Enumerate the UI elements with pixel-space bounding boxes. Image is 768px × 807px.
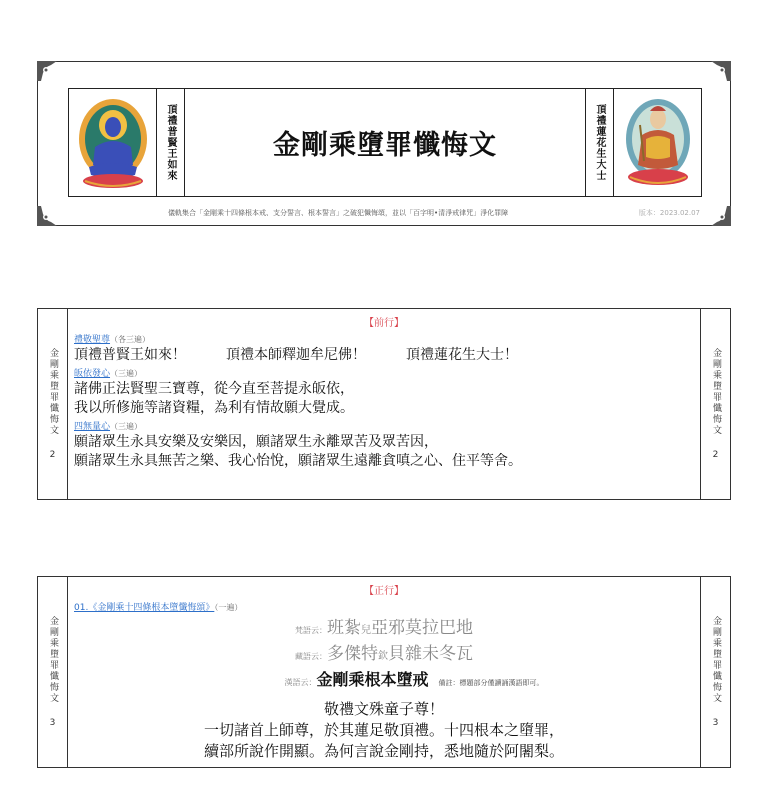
right-side-column <box>700 577 730 767</box>
verse-line <box>74 346 694 365</box>
section-link-homage[interactable]: 禮敬聖尊 <box>74 335 111 345</box>
side-title: 金剛乘墮罪懺悔文 <box>711 616 721 704</box>
page-number: 2 <box>712 450 719 460</box>
item-link-fourteen-root-downfalls[interactable]: 01.《金剛乘十四條根本墮懺悔頌》 <box>74 603 215 613</box>
padmasambhava-image <box>613 89 701 196</box>
padmasambhava-icon <box>620 95 696 191</box>
left-side-column <box>38 309 68 499</box>
preliminary-panel <box>37 308 731 500</box>
main-practice-panel <box>37 576 731 768</box>
repeat-note: （三遍） <box>110 369 143 378</box>
page-number: 3 <box>49 718 56 728</box>
main-practice-content <box>74 577 694 762</box>
sanskrit-text: 班紮 <box>327 618 361 638</box>
chinese-title-row <box>74 668 694 695</box>
subsection-header <box>74 599 694 614</box>
homage-line: 頂禮蓮花生大士！ <box>406 347 518 363</box>
corner-ornament-icon <box>37 206 57 226</box>
cover-panel <box>37 61 731 226</box>
right-side-column <box>700 309 730 499</box>
side-title: 金剛乘墮罪懺悔文 <box>48 348 58 436</box>
chinese-title: 金剛乘根本墮戒 <box>316 670 429 689</box>
repeat-note: （一遍） <box>214 603 243 612</box>
subsection-header <box>74 365 694 380</box>
left-side-column <box>38 577 68 767</box>
verse-line: 我以所修施等諸資糧，為利有情故願大覺成。 <box>74 400 354 416</box>
verse-line: 願諸眾生永具安樂及安樂因，願諸眾生永離眾苦及眾苦因， <box>74 434 438 450</box>
remark-note: 備註：標題部分僅讀誦漢語即可。 <box>438 679 544 687</box>
repeat-note: （各三遍） <box>110 335 151 344</box>
cover-note: 儀軌集合「金剛乘十四條根本戒、支分誓言、根本誓言」之破犯懺悔頌，並以「百字明•清淨戒律咒」淨化罪障 <box>168 209 509 217</box>
sanskrit-title-row <box>74 616 694 642</box>
page-title: 金剛乘墮罪懺悔文 <box>273 130 497 161</box>
left-homage-label: 頂禮普賢王如來 <box>157 89 185 196</box>
sanskrit-text: 亞邪莫拉巴地 <box>371 618 473 638</box>
page-number: 3 <box>712 718 719 728</box>
side-title: 金剛乘墮罪懺悔文 <box>48 616 58 704</box>
verse-line: 願諸眾生永具無苦之樂、我心怡悅，願諸眾生遠離貪嗔之心、住平等舍。 <box>74 453 522 469</box>
subsection-header <box>74 331 694 346</box>
sanskrit-small-text: 兒 <box>361 625 371 636</box>
corner-ornament-icon <box>37 61 57 81</box>
section-heading: 【正行】 <box>364 586 404 597</box>
corner-ornament-icon <box>711 61 731 81</box>
repeat-note: （三遍） <box>110 422 143 431</box>
right-homage-label: 頂禮蓮花生大士 <box>585 89 613 196</box>
tibetan-title-row <box>74 642 694 668</box>
section-heading: 【前行】 <box>364 318 404 329</box>
cover-frame <box>68 88 702 197</box>
tibetan-tag: 藏語云： <box>295 652 327 661</box>
homage-line: 頂禮普賢王如來！ <box>74 347 186 363</box>
version-label: 版本：2023.02.07 <box>638 209 700 217</box>
tibetan-text: 多傑特 <box>327 644 378 664</box>
homage-line: 頂禮本師釋迦牟尼佛！ <box>226 347 366 363</box>
tibetan-text: 貝雜未冬瓦 <box>388 644 473 664</box>
samantabhadra-icon <box>75 95 151 191</box>
verse-line: 續部所說作開顯。為何言說金剛持，悉地隨於阿闍梨。 <box>203 742 564 760</box>
chinese-tag: 漢語云： <box>284 678 317 687</box>
section-link-refuge[interactable]: 皈依發心 <box>74 369 111 379</box>
side-title: 金剛乘墮罪懺悔文 <box>711 348 721 436</box>
samantabhadra-image <box>69 89 157 196</box>
sanskrit-tag: 梵語云： <box>295 626 327 635</box>
page-number: 2 <box>49 450 56 460</box>
verse-line: 諸佛正法賢聖三寶尊，從今直至菩提永皈依， <box>74 381 354 397</box>
corner-ornament-icon <box>711 206 731 226</box>
verse-line: 一切諸首上師尊，於其蓮足敬頂禮。十四根本之墮罪， <box>203 721 564 739</box>
subsection-header <box>74 418 694 433</box>
verse-line: 敬禮文殊童子尊！ <box>323 700 444 718</box>
preliminary-content <box>74 309 694 471</box>
tibetan-small-text: 欽 <box>378 651 388 662</box>
section-link-four-immeasurables[interactable]: 四無量心 <box>74 422 111 432</box>
